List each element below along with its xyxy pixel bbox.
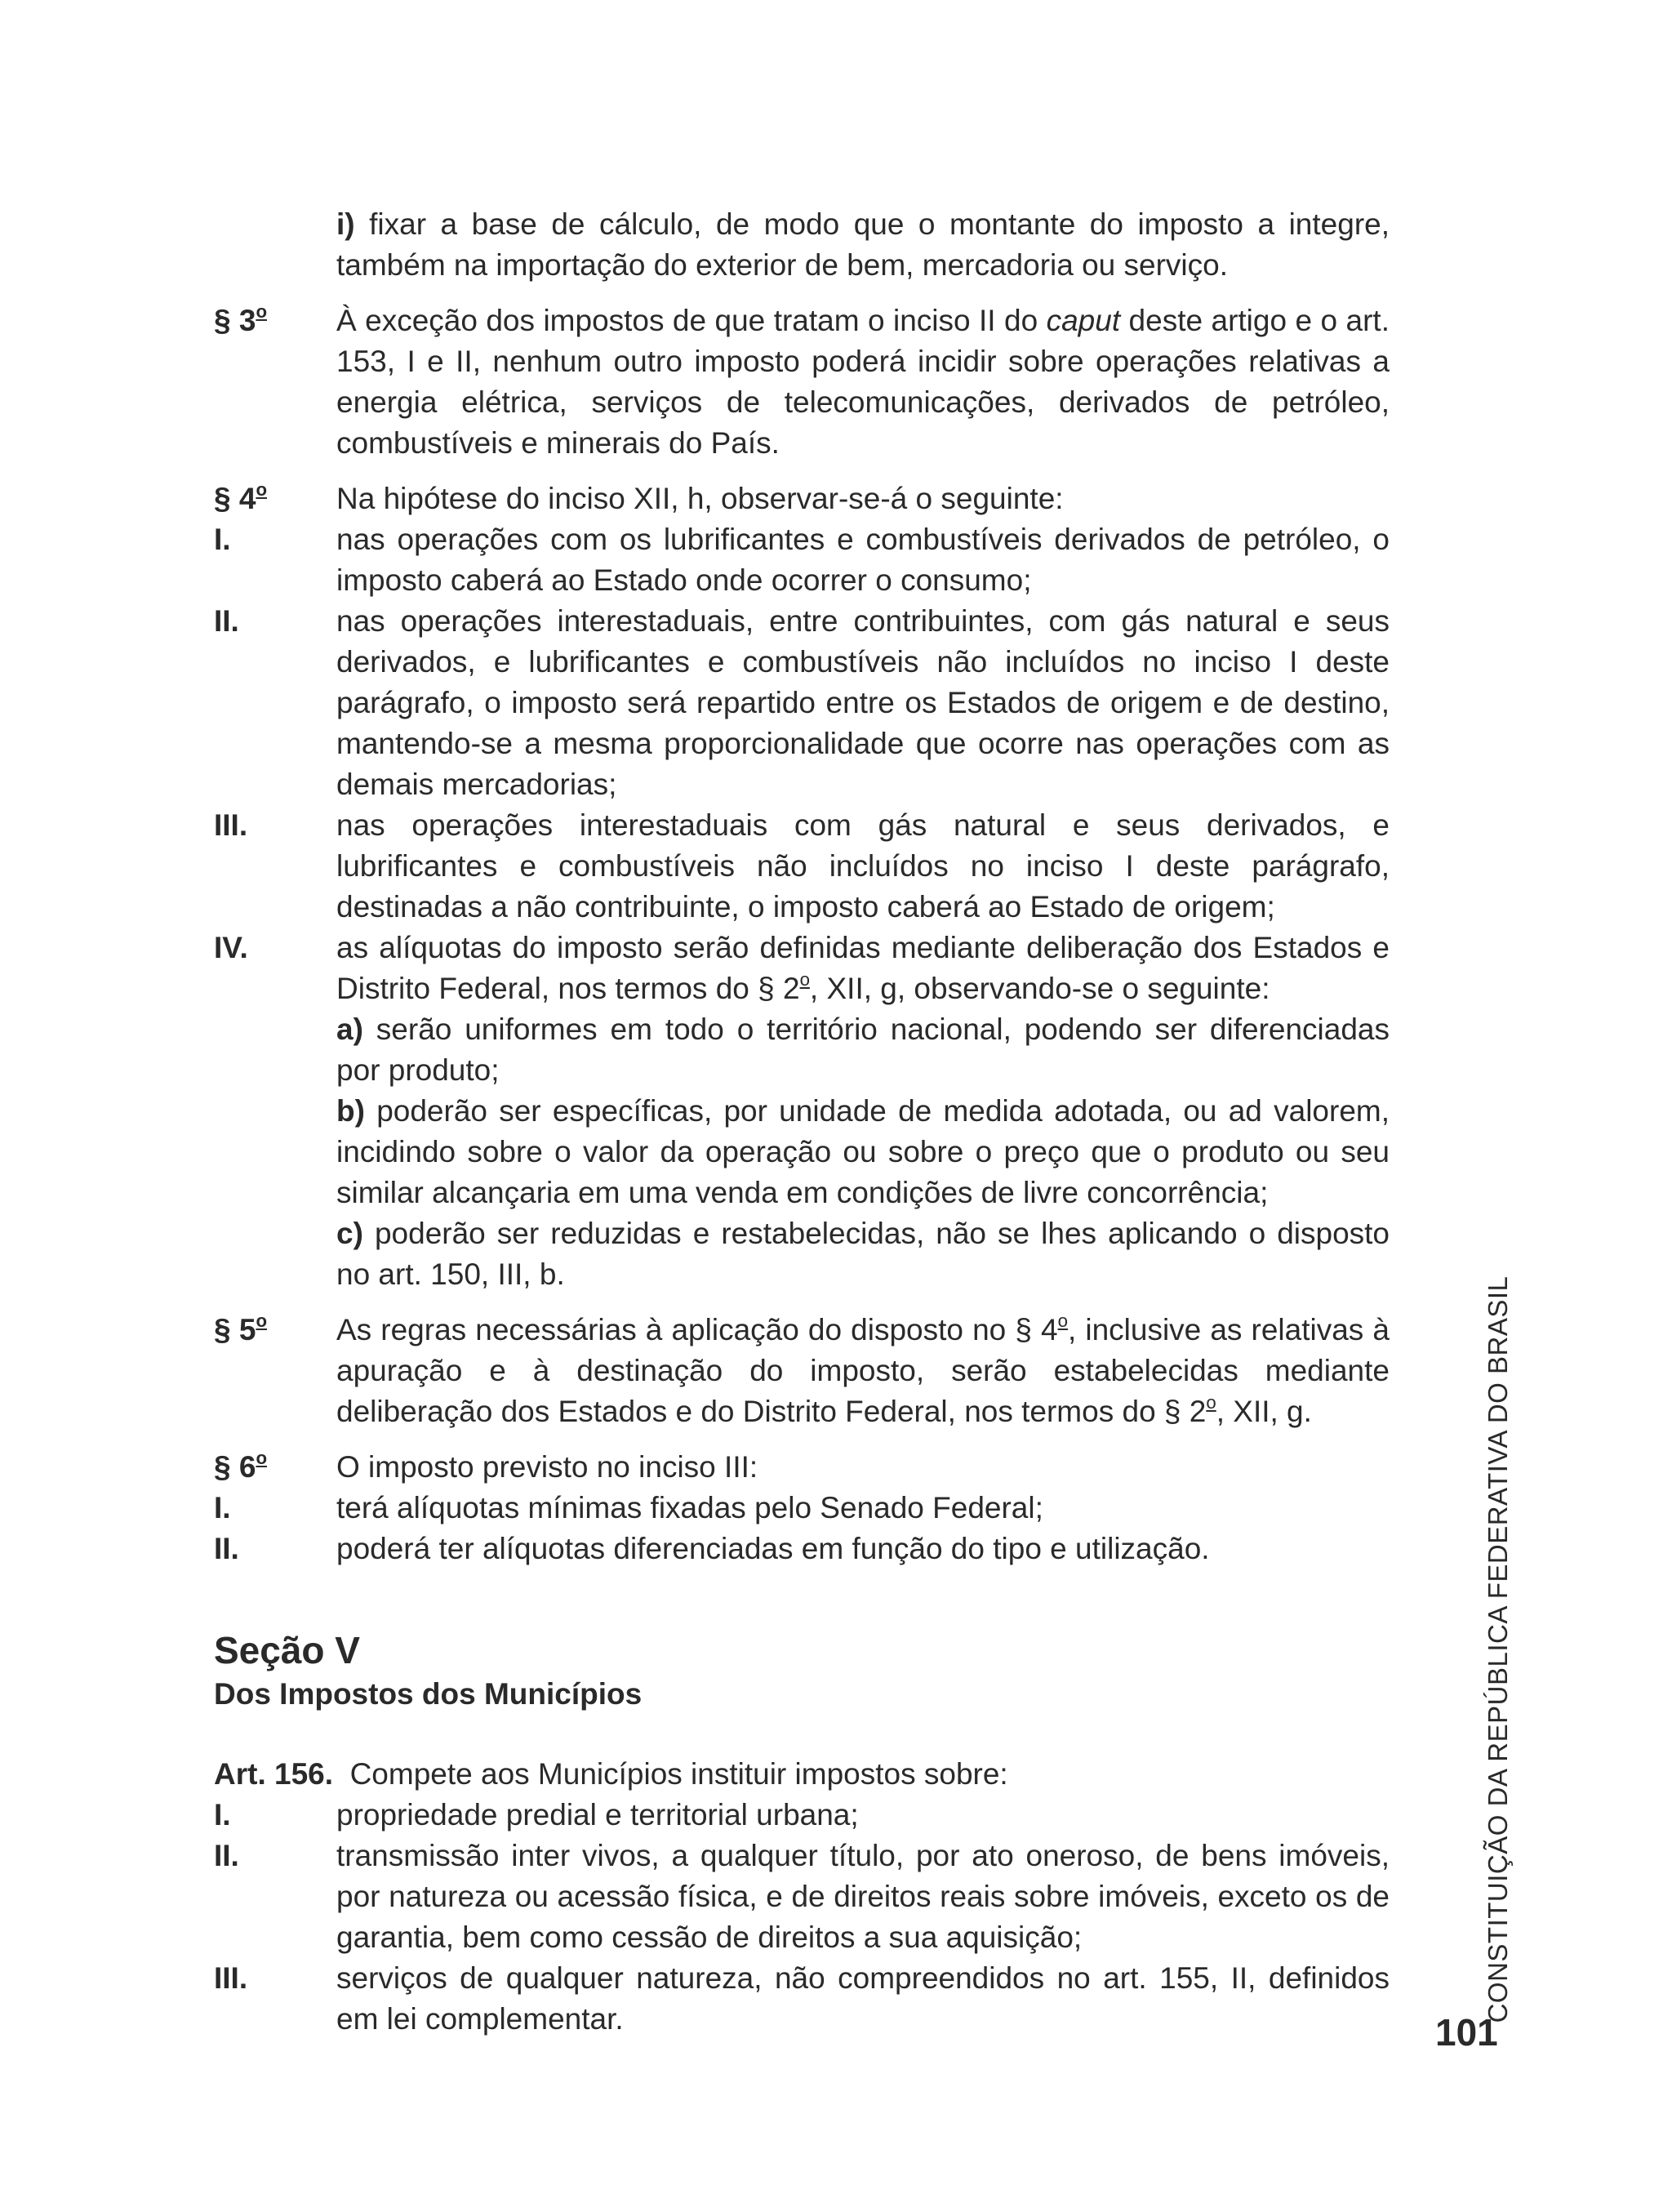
section-heading bbox=[214, 1627, 1390, 1715]
paragraph-5-text: As regras necessárias à aplicação do disposto no § 4$^o$, inclusive as relativas à apuração e à destinação do imposto, serão estabelecidas mediante deliberação dos Estados e do Distrito Federal, nos termos do § 2$^o$, XII, g. bbox=[336, 1311, 1390, 1428]
section-title: Seção V bbox=[214, 1629, 360, 1671]
sub-item: c) poderão ser reduzidas e restabelecidas, não se lhes aplicando o disposto no art. 150, III, b. bbox=[336, 1217, 1390, 1291]
paragraph-6 bbox=[214, 1447, 1390, 1569]
paragraph-4-label: § 4$^o$ bbox=[214, 479, 267, 515]
sub-item: a) serão uniformes em todo o território nacional, podendo ser diferenciadas por produto; bbox=[336, 1013, 1390, 1087]
item-i bbox=[336, 204, 1390, 286]
list-item: IV. as alíquotas do imposto serão definidas mediante deliberação dos Estados e Distrito Federal, nos termos do § 2$^o$, XII, g, observando-se o seguinte: bbox=[214, 931, 1390, 1005]
list-item: II. transmissão inter vivos, a qualquer título, por ato oneroso, de bens imóveis, por natureza ou acessão física, e de direitos reais sobre imóveis, exceto os de garantia, bem como cessão de direitos a sua aquisição; bbox=[214, 1839, 1390, 1954]
paragraph-4 bbox=[214, 478, 1390, 1295]
list-item: III. nas operações interestaduais com gás natural e seus derivados, e lubrificantes e combustíveis não incluídos no inciso I deste parágrafo, destinadas a não contribuinte, o imposto caberá ao Estado de origem; bbox=[214, 808, 1390, 924]
list-item: I. propriedade predial e territorial urbana; bbox=[214, 1798, 859, 1831]
list-item: I. nas operações com os lubrificantes e combustíveis derivados de petróleo, o imposto caberá ao Estado onde ocorrer o consumo; bbox=[214, 523, 1390, 597]
list-item: III. serviços de qualquer natureza, não compreendidos no art. 155, II, definidos em lei complementar. bbox=[214, 1961, 1390, 2036]
paragraph-3-text: À exceção dos impostos de que tratam o inciso II do caput deste artigo e o art. 153, I e II, nenhum outro imposto poderá incidir sobre operações relativas a energia elétrica, serviços de telecomunicações, derivados de petróleo, combustíveis e minerais do País. bbox=[336, 304, 1390, 460]
article-text: Compete aos Municípios instituir impostos sobre: bbox=[349, 1757, 1008, 1791]
running-title bbox=[1478, 1275, 1519, 2023]
list-item: I. terá alíquotas mínimas fixadas pelo Senado Federal; bbox=[214, 1491, 1043, 1524]
paragraph-6-label: § 6$^o$ bbox=[214, 1448, 267, 1484]
article-156 bbox=[214, 1754, 1390, 2040]
paragraph-3 bbox=[214, 300, 1390, 464]
paragraph-5 bbox=[214, 1310, 1390, 1432]
sub-item: b) poderão ser específicas, por unidade de medida adotada, ou ad valorem, incidindo sobre o valor da operação ou sobre o preço que o produto ou seu similar alcançaria em uma venda em condições de livre concorrência; bbox=[336, 1094, 1390, 1209]
paragraph-4-text: Na hipótese do inciso XII, h, observar-se-á o seguinte: bbox=[336, 482, 1064, 515]
list-item: II. nas operações interestaduais, entre contribuintes, com gás natural e seus derivados, e lubrificantes e combustíveis não incluídos no inciso I deste parágrafo, o imposto será repartido entre os Estados de origem e de destino, mantendo-se a mesma proporcionalidade que ocorre nas operações com as demais mercadorias; bbox=[214, 604, 1390, 801]
page-number: 101 bbox=[1435, 2011, 1498, 2054]
paragraph-3-label: § 3$^o$ bbox=[214, 301, 267, 337]
list-item: II. poderá ter alíquotas diferenciadas em função do tipo e utilização. bbox=[214, 1532, 1210, 1565]
item-i-label: i) bbox=[336, 207, 355, 241]
document-body bbox=[214, 204, 1390, 2040]
paragraph-6-text: O imposto previsto no inciso III: bbox=[336, 1450, 758, 1484]
running-title-text: CONSTITUIÇÃO DA REPÚBLICA FEDERATIVA DO BRASIL bbox=[1483, 1275, 1513, 2023]
item-i-text: fixar a base de cálculo, de modo que o montante do imposto a integre, também na importação do exterior de bem, mercadoria ou serviço. bbox=[336, 207, 1390, 282]
section-subtitle: Dos Impostos dos Municípios bbox=[214, 1677, 643, 1711]
article-label: Art. 156. bbox=[214, 1757, 334, 1791]
paragraph-5-label: § 5$^o$ bbox=[214, 1311, 267, 1346]
